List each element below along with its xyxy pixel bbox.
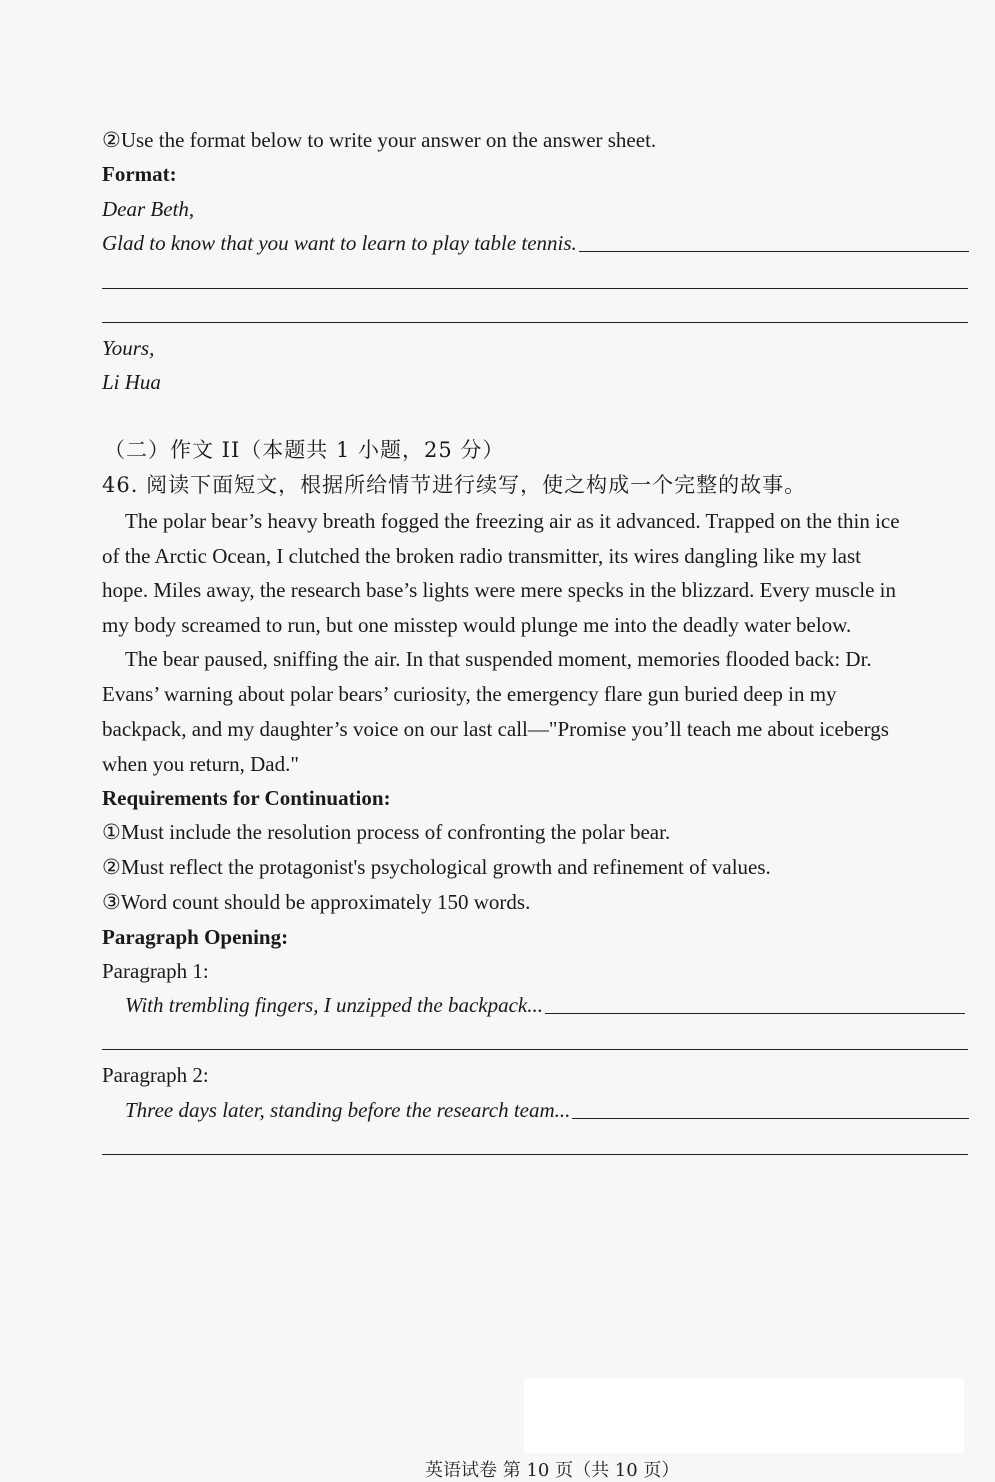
paragraph2-opening: Three days later, standing before the research team... (125, 1098, 571, 1122)
answer-line (102, 1154, 968, 1155)
letter-signature: Li Hua (102, 370, 161, 394)
requirement-item: ①Must include the resolution process of confronting the polar bear. (102, 820, 671, 844)
answer-blank (545, 1013, 965, 1014)
passage-line: hope. Miles away, the research base’s lights were mere specks in the blizzard. Every muscle in (102, 578, 897, 602)
answer-line (102, 1049, 968, 1050)
paragraph2-label: Paragraph 2: (102, 1063, 209, 1087)
letter-closing: Yours, (102, 336, 155, 360)
answer-blank (572, 1118, 969, 1119)
passage-line: of the Arctic Ocean, I clutched the broken radio transmitter, its wires dangling like my last (102, 544, 862, 568)
passage-line: when you return, Dad." (102, 752, 299, 776)
requirements-label: Requirements for Continuation: (102, 786, 391, 810)
passage-line: Evans’ warning about polar bears’ curiosity, the emergency flare gun buried deep in my (102, 682, 837, 706)
paragraph2-row (125, 1096, 969, 1124)
format-instruction: ②Use the format below to write your answer on the answer sheet. (102, 128, 657, 152)
requirement-item: ③Word count should be approximately 150 words. (102, 890, 531, 914)
blank-patch (524, 1378, 964, 1453)
paragraph1-row (125, 991, 965, 1019)
answer-line (102, 322, 968, 323)
letter-opening-row (102, 229, 969, 257)
letter-salutation: Dear Beth, (102, 197, 195, 221)
format-label: Format: (102, 162, 177, 186)
page-footer: 英语试卷 第 10 页（共 10 页） (425, 1460, 680, 1481)
passage-line: The bear paused, sniffing the air. In that suspended moment, memories flooded back: Dr. (125, 647, 872, 671)
passage-line: my body screamed to run, but one misstep would plunge me into the deadly water below. (102, 613, 852, 637)
passage-line: backpack, and my daughter’s voice on our last call—"Promise you’ll teach me about icebergs (102, 717, 889, 741)
paragraph1-label: Paragraph 1: (102, 959, 209, 983)
answer-blank (579, 251, 969, 252)
question-prompt: 46. 阅读下面短文，根据所给情节进行续写，使之构成一个完整的故事。 (102, 473, 807, 497)
passage-line: The polar bear’s heavy breath fogged the freezing air as it advanced. Trapped on the thin ice (125, 509, 900, 533)
requirement-item: ②Must reflect the protagonist's psychological growth and refinement of values. (102, 855, 771, 879)
paragraph1-opening: With trembling fingers, I unzipped the backpack... (125, 993, 543, 1017)
letter-opening: Glad to know that you want to learn to play table tennis. (102, 231, 577, 255)
answer-line (102, 288, 968, 289)
section-title: （二）作文 II（本题共 1 小题，25 分） (104, 438, 505, 462)
paragraph-opening-label: Paragraph Opening: (102, 925, 289, 949)
